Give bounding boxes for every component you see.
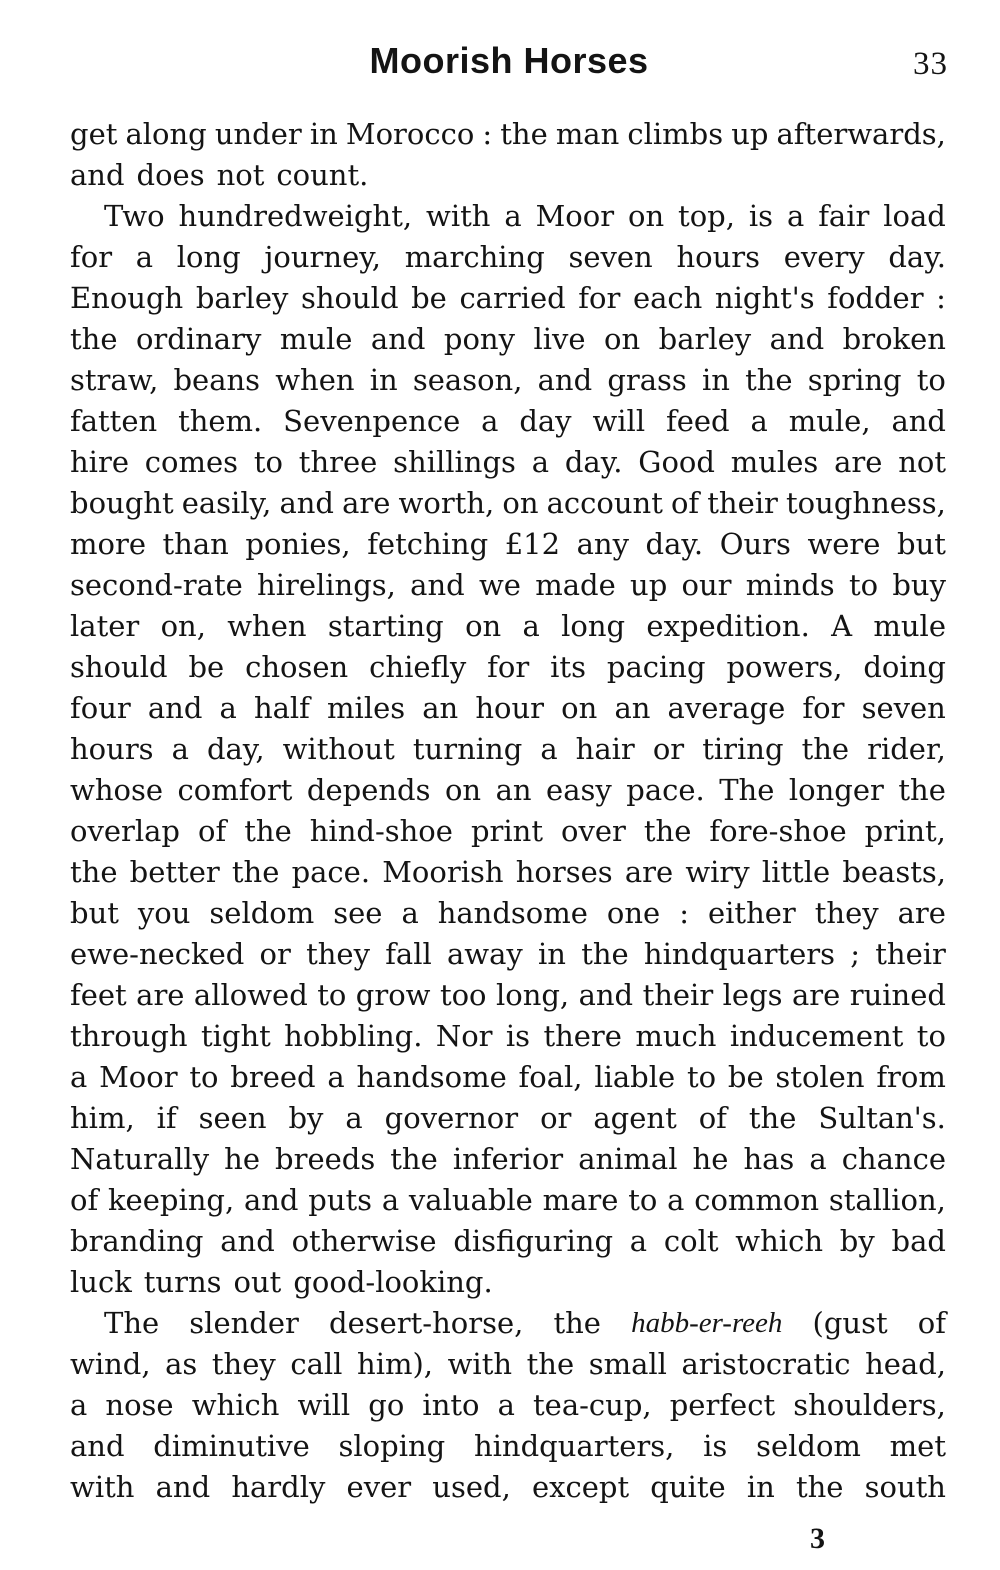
text-line: get along under in Morocco : the man climbs up afterwards, — [70, 117, 946, 151]
signature-mark: 3 — [810, 1522, 825, 1555]
text-line: Enough barley should be carried for each night's fodder : — [70, 281, 946, 315]
text-line: The slender desert-horse, the habb-er-reeh (gust of — [104, 1306, 946, 1340]
text-line: feet are allowed to grow too long, and their legs are ruined — [70, 978, 946, 1012]
page-number: 33 — [913, 46, 948, 82]
text-line: wind, as they call him), with the small aristocratic head, — [70, 1347, 946, 1381]
text-line: a Moor to breed a handsome foal, liable to be stolen from — [70, 1060, 946, 1094]
text-line: and does not count. — [70, 158, 369, 192]
text-line: branding and otherwise disfiguring a colt which by bad — [70, 1224, 946, 1258]
text-line: Two hundredweight, with a Moor on top, is a fair load — [104, 199, 946, 233]
running-title: Moorish Horses — [369, 40, 649, 81]
running-head — [70, 40, 948, 90]
text-line: overlap of the hind-shoe print over the fore-shoe print, — [70, 814, 946, 848]
body-text — [70, 114, 946, 1508]
text-line: with and hardly ever used, except quite in the south — [70, 1470, 946, 1504]
text-line: luck turns out good-looking. — [70, 1265, 493, 1299]
text-line: a nose which will go into a tea-cup, perfect shoulders, — [70, 1388, 946, 1422]
text-line: the better the pace. Moorish horses are wiry little beasts, — [70, 855, 946, 889]
text-line: for a long journey, marching seven hours every day. — [70, 240, 946, 274]
text-line: more than ponies, fetching £12 any day. Ours were but — [70, 527, 946, 561]
text-line: whose comfort depends on an easy pace. The longer the — [70, 773, 946, 807]
text-line: bought easily, and are worth, on account of their toughness, — [70, 486, 946, 520]
text-line: Naturally he breeds the inferior animal he has a chance — [70, 1142, 946, 1176]
text-line: fatten them. Sevenpence a day will feed a mule, and — [70, 404, 946, 438]
text-line: but you seldom see a handsome one : either they are — [70, 896, 946, 930]
text-line: of keeping, and puts a valuable mare to a common stallion, — [70, 1183, 946, 1217]
text-line: him, if seen by a governor or agent of the Sultan's. — [70, 1101, 946, 1135]
text-line: ewe-necked or they fall away in the hindquarters ; their — [70, 937, 946, 971]
text-line: four and a half miles an hour on an average for seven — [70, 691, 946, 725]
text-line: second-rate hirelings, and we made up our minds to buy — [70, 568, 946, 602]
text-line: hours a day, without turning a hair or tiring the rider, — [70, 732, 946, 766]
text-line: hire comes to three shillings a day. Good mules are not — [70, 445, 946, 479]
text-line: and diminutive sloping hindquarters, is seldom met — [70, 1429, 946, 1463]
text-line: later on, when starting on a long expedition. A mule — [70, 609, 946, 643]
text-line: should be chosen chiefly for its pacing powers, doing — [70, 650, 946, 684]
text-line: through tight hobbling. Nor is there much inducement to — [70, 1019, 946, 1053]
text-line: straw, beans when in season, and grass in the spring to — [70, 363, 946, 397]
text-line: the ordinary mule and pony live on barley and broken — [70, 322, 946, 356]
